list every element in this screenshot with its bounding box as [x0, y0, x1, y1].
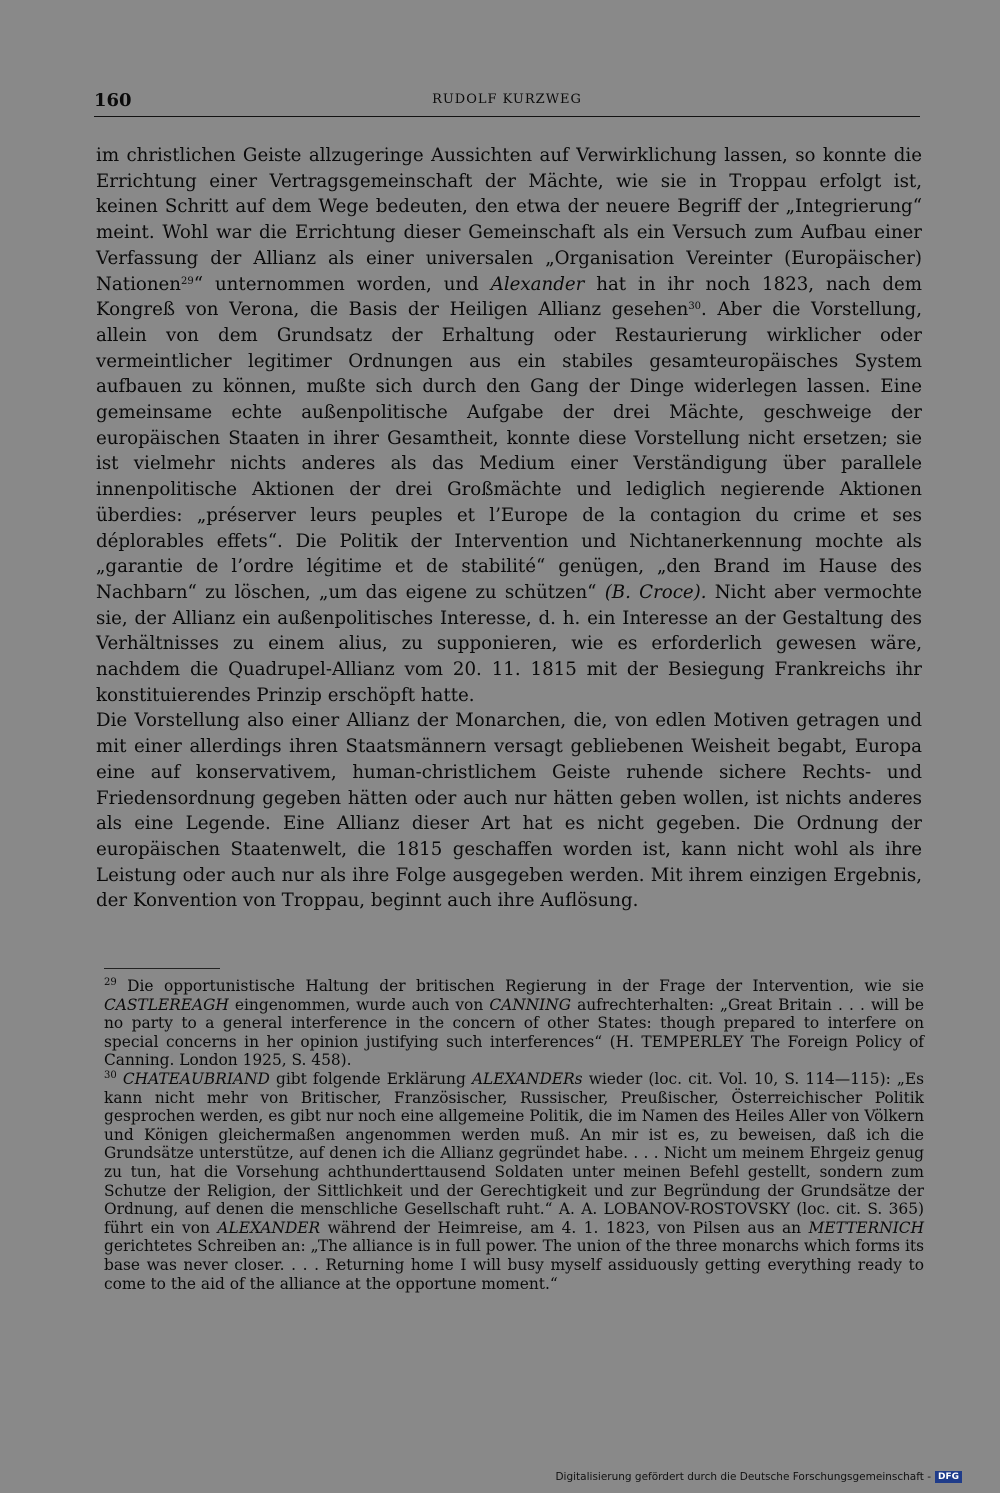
footnote-ref-30[interactable]: 30 — [688, 301, 702, 313]
footnotes — [104, 977, 924, 1293]
footnote-30: $^{30}$ CHATEAUBRIAND gibt folgende Erklärung ALEXANDERs wieder (loc. cit. Vol. 10, S. 114—115): „Es kann nicht mehr von Britischer, Französischer, Russischer, Preußischer, Österreichischer Politik gesprochen werden, es gibt nur noch eine allgemeine Politik, die im Namen des Heiles Aller von Völkern und Königen gleichermaßen angenommen werden muß. An mir ist es, zu beweisen, daß ich die Grundsätze unterstütze, auf denen ich die Allianz gegründet habe. . . . Nicht um meinem Ehrgeiz genug zu tun, hat die Vorsehung achthunderttausend Soldaten unter meinen Befehl gestellt, sondern zum Schutze der Religion, der Sittlichkeit und der Gerechtigkeit und zur Begründung der Grundsätze der Ordnung, auf denen die menschliche Gesellschaft ruht.“ A. A. LOBANOV-ROSTOVSKY (loc. cit. S. 365) führt ein von ALEXANDER während der Heimreise, am 4. 1. 1823, von Pilsen aus an METTERNICH gerichtetes Schreiben an: „The alliance is in full power. The union of the three monarchs which forms its base was never closer. . . . Returning home I will busy myself assiduously getting everything ready to come to the aid of the alliance at the opportune moment.“ — [104, 1069, 924, 1293]
paragraph-2: Die Vorstellung also einer Allianz der Monarchen, die, von edlen Motiven getragen und mit einer allerdings ihren Staatsmännern versagt gebliebenen Weisheit begabt, Europa eine auf konservativem, human-christlichem Geiste ruhende sichere Rechts- und Friedensordnung gegeben hätten oder auch nur hätten geben wollen, ist nichts anderes als eine Legende. Eine Allianz dieser Art hat es nicht gegeben. Die Ordnung der europäischen Staatenwelt, die 1815 geschaffen worden ist, kann nicht wohl als ihre Leistung oder auch nur als ihre Folge ausgegeben werden. Mit ihrem einzigen Ergebnis, der Konvention von Troppau, beginnt auch ihre Auflösung. — [96, 710, 922, 912]
paragraph-1: im christlichen Geiste allzugeringe Aussichten auf Verwirklichung lassen, so konnte die Errichtung einer Vertragsgemeinschaft der Mächte, wie sie in Troppau erfolgt ist, keinen Schritt auf dem Wege bedeuten, den etwa der neuere Begriff der „Integrierung“ meint. Wohl war die Errichtung dieser Gemeinschaft als ein Versuch zum Aufbau einer Verfassung der Allianz als einer universalen „Organisation Vereinter (Europäischer) Nationen$^{29}$“ unternommen worden, und Alexander hat in ihr noch 1823, nach dem Kongreß von Verona, die Basis der Heiligen Allianz gesehen$^{30}$. Aber die Vorstellung, allein von dem Grundsatz der Erhaltung oder Restaurierung wirklicher oder vermeintlicher legitimer Ordnungen aus ein stabiles gesamteuropäisches System aufbauen zu können, mußte sich durch den Gang der Dinge widerlegen lassen. Eine gemeinsame echte außenpolitische Aufgabe der drei Mächte, geschweige der europäischen Staaten in ihrer Gesamtheit, konnte diese Vorstellung nicht ersetzen; sie ist vielmehr nichts anderes als das Medium einer Verständigung über parallele innenpolitische Aktionen der drei Großmächte und lediglich negierende Aktionen überdies: „préserver leurs peuples et l’Europe de la contagion du crime et ses déplorables effets“. Die Politik der Intervention und Nichtanerkennung mochte als „garantie de l’ordre légitime et de stabilité“ genügen, „den Brand im Hause des Nachbarn“ zu löschen, „um das eigene zu schützen“ (B. Croce). Nicht aber vermochte sie, der Allianz ein außenpolitisches Interesse, d. h. ein Interesse an der Gestaltung des Verhältnisses zu einem alius, zu supponieren, wie es erforderlich gewesen wäre, nachdem die Quadrupel-Allianz vom 20. 11. 1815 mit der Besiegung Frankreichs ihr konstituierendes Prinzip erschöpft hatte. — [96, 145, 923, 706]
footnote-29: $^{29}$ Die opportunistische Haltung der britischen Regierung in der Frage der Intervention, wie sie CASTLEREAGH eingenommen, wurde auch von CANNING aufrechterhalten: „Great Britain . . . will be no party to a general interference in the concern of other States: though prepared to interfere on special concerns in her opinion justifying such interferences“ (H. TEMPERLEY The Foreign Policy of Canning. London 1925, S. 458). — [104, 977, 924, 1070]
name-alexander: Alexander — [490, 273, 585, 295]
footnote-divider — [104, 968, 220, 969]
page-number: 160 — [94, 90, 132, 111]
footnote-ref-29[interactable]: 29 — [181, 275, 194, 287]
citation-croce: (B. Croce). — [604, 581, 707, 603]
credit-text: Digitalisierung gefördert durch die Deutsche Forschungsgemeinschaft - — [555, 1471, 931, 1483]
page-header — [94, 90, 920, 117]
running-head: RUDOLF KURZWEG — [432, 92, 582, 107]
dfg-logo-icon[interactable]: DFG — [935, 1471, 962, 1483]
digitization-credit — [555, 1471, 962, 1483]
main-text — [96, 143, 922, 914]
